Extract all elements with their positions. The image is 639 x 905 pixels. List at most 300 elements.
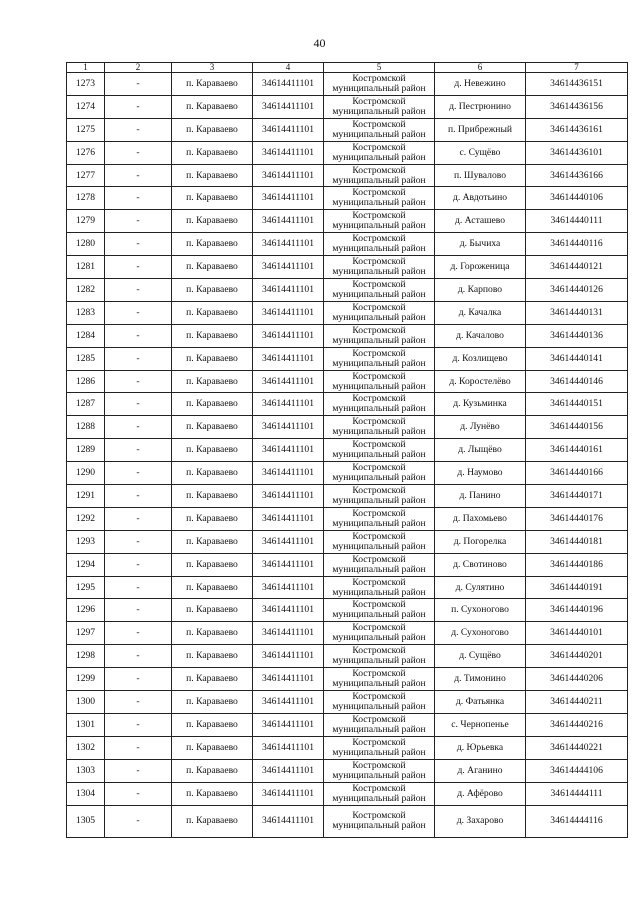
column-2-cell: - [105, 416, 172, 439]
row-number-cell: 1280 [67, 233, 105, 256]
column-header-2: 2 [105, 63, 172, 73]
settlement-cell: д. Пестрюнино [435, 95, 526, 118]
settlement-code-cell: 34614440211 [526, 691, 628, 714]
district-cell [324, 141, 435, 164]
district-type-line: муниципальный район [332, 449, 426, 461]
locality-cell: п. Караваево [172, 301, 253, 324]
row-number-cell: 1278 [67, 187, 105, 210]
district-type-line: муниципальный район [332, 288, 426, 300]
column-2-cell: - [105, 370, 172, 393]
locality-code-cell: 34614411101 [253, 164, 324, 187]
settlement-code-cell: 34614436166 [526, 164, 628, 187]
table-row [67, 668, 628, 691]
column-2-cell: - [105, 301, 172, 324]
district-cell [324, 439, 435, 462]
locality-cell: п. Караваево [172, 118, 253, 141]
locality-cell: п. Караваево [172, 187, 253, 210]
district-name-line: Костромской [352, 622, 406, 634]
settlement-cell: д. Качалка [435, 301, 526, 324]
column-2-cell: - [105, 439, 172, 462]
row-number-cell: 1287 [67, 393, 105, 416]
district-cell [324, 507, 435, 530]
settlement-code-cell: 34614440196 [526, 599, 628, 622]
column-2-cell: - [105, 782, 172, 805]
row-number-cell: 1290 [67, 462, 105, 485]
settlement-cell: д. Сухоногово [435, 622, 526, 645]
column-2-cell: - [105, 668, 172, 691]
locality-code-cell: 34614411101 [253, 668, 324, 691]
district-name-line: Костромской [352, 393, 406, 405]
column-2-cell: - [105, 462, 172, 485]
locality-code-cell: 34614411101 [253, 233, 324, 256]
locality-cell: п. Караваево [172, 599, 253, 622]
district-cell [324, 324, 435, 347]
locality-code-cell: 34614411101 [253, 73, 324, 96]
settlement-cell: д. Тимонино [435, 668, 526, 691]
column-2-cell: - [105, 233, 172, 256]
district-cell [324, 73, 435, 96]
district-name-line: Костромской [352, 256, 406, 268]
district-name-line: Костромской [352, 233, 406, 245]
settlement-code-cell: 34614440141 [526, 347, 628, 370]
district-cell [324, 782, 435, 805]
district-cell [324, 736, 435, 759]
district-type-line: муниципальный район [332, 220, 426, 232]
locality-cell: п. Караваево [172, 713, 253, 736]
locality-code-cell: 34614411101 [253, 485, 324, 508]
row-number-cell: 1275 [67, 118, 105, 141]
settlement-code-cell: 34614444106 [526, 759, 628, 782]
row-number-cell: 1300 [67, 691, 105, 714]
district-name-line: Костромской [352, 507, 406, 519]
column-2-cell: - [105, 95, 172, 118]
locality-cell: п. Караваево [172, 691, 253, 714]
table-row [67, 622, 628, 645]
district-type-line: муниципальный район [332, 426, 426, 438]
district-name-line: Костромской [352, 484, 406, 496]
locality-code-cell: 34614411101 [253, 256, 324, 279]
district-cell [324, 485, 435, 508]
locality-code-cell: 34614411101 [253, 141, 324, 164]
district-name-line: Костромской [352, 278, 406, 290]
district-cell [324, 393, 435, 416]
table-row [67, 507, 628, 530]
row-number-cell: 1299 [67, 668, 105, 691]
locality-cell: п. Караваево [172, 279, 253, 302]
settlement-cell: д. Коростелёво [435, 370, 526, 393]
district-cell [324, 347, 435, 370]
settlements-table [66, 62, 628, 838]
district-type-line: муниципальный район [332, 678, 426, 690]
table-row [67, 439, 628, 462]
row-number-cell: 1284 [67, 324, 105, 347]
locality-cell: п. Караваево [172, 805, 253, 837]
column-2-cell: - [105, 805, 172, 837]
locality-cell: п. Караваево [172, 645, 253, 668]
column-2-cell: - [105, 645, 172, 668]
table-row [67, 485, 628, 508]
district-type-line: муниципальный район [332, 128, 426, 140]
row-number-cell: 1291 [67, 485, 105, 508]
district-name-line: Костромской [352, 210, 406, 222]
row-number-cell: 1295 [67, 576, 105, 599]
district-cell [324, 164, 435, 187]
locality-cell: п. Караваево [172, 507, 253, 530]
table-row [67, 416, 628, 439]
locality-cell: п. Караваево [172, 576, 253, 599]
settlement-cell: с. Чернопенье [435, 713, 526, 736]
settlement-cell: д. Бычиха [435, 233, 526, 256]
locality-code-cell: 34614411101 [253, 439, 324, 462]
settlement-cell: д. Лунёво [435, 416, 526, 439]
district-name-line: Костромской [352, 645, 406, 657]
column-2-cell: - [105, 393, 172, 416]
district-type-line: муниципальный район [332, 700, 426, 712]
settlement-cell: д. Захарово [435, 805, 526, 837]
column-2-cell: - [105, 576, 172, 599]
column-2-cell: - [105, 736, 172, 759]
table-row [67, 73, 628, 96]
locality-cell: п. Караваево [172, 782, 253, 805]
locality-cell: п. Караваево [172, 164, 253, 187]
settlement-code-cell: 34614440116 [526, 233, 628, 256]
column-2-cell: - [105, 759, 172, 782]
header-row [67, 63, 628, 73]
district-cell [324, 256, 435, 279]
locality-code-cell: 34614411101 [253, 759, 324, 782]
locality-code-cell: 34614411101 [253, 393, 324, 416]
column-header-3: 3 [172, 63, 253, 73]
locality-code-cell: 34614411101 [253, 622, 324, 645]
settlement-cell: д. Качалово [435, 324, 526, 347]
locality-code-cell: 34614411101 [253, 507, 324, 530]
settlement-code-cell: 34614436161 [526, 118, 628, 141]
district-cell [324, 279, 435, 302]
row-number-cell: 1302 [67, 736, 105, 759]
settlement-cell: д. Карпово [435, 279, 526, 302]
settlement-cell: д. Аганино [435, 759, 526, 782]
table-row [67, 141, 628, 164]
table-row [67, 95, 628, 118]
column-2-cell: - [105, 553, 172, 576]
district-name-line: Костромской [352, 370, 406, 382]
column-2-cell: - [105, 347, 172, 370]
locality-code-cell: 34614411101 [253, 370, 324, 393]
locality-cell: п. Караваево [172, 141, 253, 164]
settlement-code-cell: 34614440146 [526, 370, 628, 393]
district-cell [324, 416, 435, 439]
district-cell [324, 576, 435, 599]
locality-code-cell: 34614411101 [253, 691, 324, 714]
locality-cell: п. Караваево [172, 553, 253, 576]
district-type-line: муниципальный район [332, 151, 426, 163]
column-2-cell: - [105, 256, 172, 279]
table-row [67, 736, 628, 759]
column-header-1: 1 [67, 63, 105, 73]
table-row [67, 530, 628, 553]
locality-cell: п. Караваево [172, 324, 253, 347]
table-header [67, 63, 628, 73]
column-2-cell: - [105, 599, 172, 622]
settlement-cell: д. Козлищево [435, 347, 526, 370]
table-row [67, 164, 628, 187]
locality-cell: п. Караваево [172, 393, 253, 416]
row-number-cell: 1296 [67, 599, 105, 622]
locality-code-cell: 34614411101 [253, 187, 324, 210]
table-row [67, 782, 628, 805]
district-name-line: Костромской [352, 141, 406, 153]
row-number-cell: 1289 [67, 439, 105, 462]
locality-code-cell: 34614411101 [253, 324, 324, 347]
district-name-line: Костромской [352, 324, 406, 336]
column-2-cell: - [105, 507, 172, 530]
district-name-line: Костромской [352, 713, 406, 725]
table-row [67, 645, 628, 668]
locality-cell: п. Караваево [172, 210, 253, 233]
district-cell [324, 530, 435, 553]
district-cell [324, 187, 435, 210]
table-row [67, 301, 628, 324]
district-cell [324, 668, 435, 691]
column-header-5: 5 [324, 63, 435, 73]
district-cell [324, 691, 435, 714]
district-type-line: муниципальный район [332, 586, 426, 598]
district-name-line: Костромской [352, 736, 406, 748]
district-type-line: муниципальный район [332, 517, 426, 529]
district-type-line: муниципальный район [332, 174, 426, 186]
settlement-code-cell: 34614444116 [526, 805, 628, 837]
district-name-line: Костромской [352, 95, 406, 107]
district-type-line: муниципальный район [332, 472, 426, 484]
district-type-line: муниципальный район [332, 820, 426, 831]
column-2-cell: - [105, 141, 172, 164]
locality-code-cell: 34614411101 [253, 576, 324, 599]
settlement-code-cell: 34614440136 [526, 324, 628, 347]
district-type-line: муниципальный район [332, 769, 426, 781]
locality-cell: п. Караваево [172, 233, 253, 256]
district-cell [324, 599, 435, 622]
column-2-cell: - [105, 485, 172, 508]
district-name-line: Костромской [352, 462, 406, 474]
district-name-line: Костромской [352, 668, 406, 680]
district-cell [324, 553, 435, 576]
settlement-code-cell: 34614440176 [526, 507, 628, 530]
district-type-line: муниципальный район [332, 82, 426, 94]
settlement-cell: д. Асташево [435, 210, 526, 233]
settlement-cell: д. Свотиново [435, 553, 526, 576]
district-cell [324, 118, 435, 141]
locality-cell: п. Караваево [172, 485, 253, 508]
district-cell [324, 95, 435, 118]
locality-code-cell: 34614411101 [253, 645, 324, 668]
district-cell [324, 233, 435, 256]
settlement-cell: д. Юрьевка [435, 736, 526, 759]
locality-code-cell: 34614411101 [253, 530, 324, 553]
table-row [67, 691, 628, 714]
district-cell [324, 805, 435, 837]
locality-code-cell: 34614411101 [253, 95, 324, 118]
locality-code-cell: 34614411101 [253, 347, 324, 370]
table-row [67, 393, 628, 416]
settlement-cell: д. Афёрово [435, 782, 526, 805]
table-row [67, 553, 628, 576]
column-2-cell: - [105, 164, 172, 187]
settlement-code-cell: 34614440166 [526, 462, 628, 485]
settlement-code-cell: 34614440111 [526, 210, 628, 233]
column-header-4: 4 [253, 63, 324, 73]
settlement-cell: д. Панино [435, 485, 526, 508]
settlement-code-cell: 34614440201 [526, 645, 628, 668]
table-row [67, 187, 628, 210]
district-name-line: Костромской [352, 72, 406, 84]
district-type-line: муниципальный район [332, 609, 426, 621]
table-row [67, 759, 628, 782]
settlement-cell: п. Прибрежный [435, 118, 526, 141]
settlement-code-cell: 34614440191 [526, 576, 628, 599]
district-name-line: Костромской [352, 690, 406, 702]
locality-cell: п. Караваево [172, 95, 253, 118]
settlement-cell: д. Наумово [435, 462, 526, 485]
column-2-cell: - [105, 210, 172, 233]
settlement-code-cell: 34614440121 [526, 256, 628, 279]
row-number-cell: 1277 [67, 164, 105, 187]
settlement-cell: п. Сухоногово [435, 599, 526, 622]
settlement-code-cell: 34614436101 [526, 141, 628, 164]
table-row [67, 576, 628, 599]
row-number-cell: 1292 [67, 507, 105, 530]
district-type-line: муниципальный район [332, 723, 426, 735]
page-number: 40 [313, 36, 326, 50]
locality-cell: п. Караваево [172, 622, 253, 645]
settlement-code-cell: 34614440206 [526, 668, 628, 691]
locality-code-cell: 34614411101 [253, 118, 324, 141]
row-number-cell: 1281 [67, 256, 105, 279]
locality-code-cell: 34614411101 [253, 279, 324, 302]
table-row [67, 347, 628, 370]
settlement-code-cell: 34614440151 [526, 393, 628, 416]
locality-code-cell: 34614411101 [253, 599, 324, 622]
row-number-cell: 1276 [67, 141, 105, 164]
settlement-code-cell: 34614444111 [526, 782, 628, 805]
district-name-line: Костромской [352, 416, 406, 428]
settlement-code-cell: 34614440156 [526, 416, 628, 439]
district-name-line: Костромской [352, 759, 406, 771]
table-row [67, 233, 628, 256]
column-2-cell: - [105, 118, 172, 141]
district-type-line: муниципальный район [332, 403, 426, 415]
settlement-code-cell: 34614440186 [526, 553, 628, 576]
table-row [67, 118, 628, 141]
district-cell [324, 462, 435, 485]
settlement-cell: д. Сулятино [435, 576, 526, 599]
district-cell [324, 759, 435, 782]
district-type-line: муниципальный район [332, 540, 426, 552]
district-name-line: Костромской [352, 530, 406, 542]
district-cell [324, 645, 435, 668]
table-row [67, 324, 628, 347]
district-type-line: муниципальный район [332, 105, 426, 117]
settlement-cell: д. Авдотьино [435, 187, 526, 210]
column-2-cell: - [105, 73, 172, 96]
locality-cell: п. Караваево [172, 759, 253, 782]
row-number-cell: 1286 [67, 370, 105, 393]
settlement-code-cell: 34614440126 [526, 279, 628, 302]
column-2-cell: - [105, 691, 172, 714]
district-name-line: Костромской [352, 118, 406, 130]
table-row [67, 805, 628, 837]
locality-cell: п. Караваево [172, 347, 253, 370]
district-cell [324, 713, 435, 736]
district-type-line: муниципальный район [332, 334, 426, 346]
table-row [67, 713, 628, 736]
settlement-cell: с. Сущёво [435, 141, 526, 164]
row-number-cell: 1274 [67, 95, 105, 118]
locality-cell: п. Караваево [172, 370, 253, 393]
table-row [67, 279, 628, 302]
settlement-cell: д. Фатьянка [435, 691, 526, 714]
district-type-line: муниципальный район [332, 792, 426, 804]
settlement-code-cell: 34614440131 [526, 301, 628, 324]
settlement-cell: д. Невежино [435, 73, 526, 96]
district-name-line: Костромской [352, 553, 406, 565]
row-number-cell: 1304 [67, 782, 105, 805]
column-2-cell: - [105, 324, 172, 347]
district-type-line: муниципальный район [332, 494, 426, 506]
district-cell [324, 301, 435, 324]
district-cell [324, 622, 435, 645]
district-name-line: Костромской [352, 301, 406, 313]
locality-code-cell: 34614411101 [253, 462, 324, 485]
district-type-line: муниципальный район [332, 311, 426, 323]
settlement-code-cell: 34614440221 [526, 736, 628, 759]
column-2-cell: - [105, 279, 172, 302]
district-type-line: муниципальный район [332, 197, 426, 209]
locality-cell: п. Караваево [172, 530, 253, 553]
locality-code-cell: 34614411101 [253, 553, 324, 576]
row-number-cell: 1301 [67, 713, 105, 736]
district-type-line: муниципальный район [332, 380, 426, 392]
settlement-code-cell: 34614440101 [526, 622, 628, 645]
district-name-line: Костромской [352, 187, 406, 199]
district-name-line: Костромской [352, 599, 406, 611]
table-row [67, 462, 628, 485]
district-cell [324, 370, 435, 393]
row-number-cell: 1273 [67, 73, 105, 96]
locality-cell: п. Караваево [172, 416, 253, 439]
column-2-cell: - [105, 530, 172, 553]
row-number-cell: 1303 [67, 759, 105, 782]
district-type-line: муниципальный район [332, 632, 426, 644]
locality-code-cell: 34614411101 [253, 736, 324, 759]
locality-code-cell: 34614411101 [253, 210, 324, 233]
settlement-code-cell: 34614436151 [526, 73, 628, 96]
district-name-line: Костромской [352, 576, 406, 588]
locality-code-cell: 34614411101 [253, 301, 324, 324]
locality-cell: п. Караваево [172, 668, 253, 691]
row-number-cell: 1282 [67, 279, 105, 302]
settlement-cell: д. Пахомьево [435, 507, 526, 530]
table-row [67, 370, 628, 393]
settlement-cell: д. Лыщёво [435, 439, 526, 462]
district-type-line: муниципальный район [332, 266, 426, 278]
settlement-cell: д. Сущёво [435, 645, 526, 668]
table-row [67, 599, 628, 622]
locality-code-cell: 34614411101 [253, 416, 324, 439]
settlement-code-cell: 34614440216 [526, 713, 628, 736]
column-header-7: 7 [526, 63, 628, 73]
column-2-cell: - [105, 187, 172, 210]
district-type-line: муниципальный район [332, 243, 426, 255]
